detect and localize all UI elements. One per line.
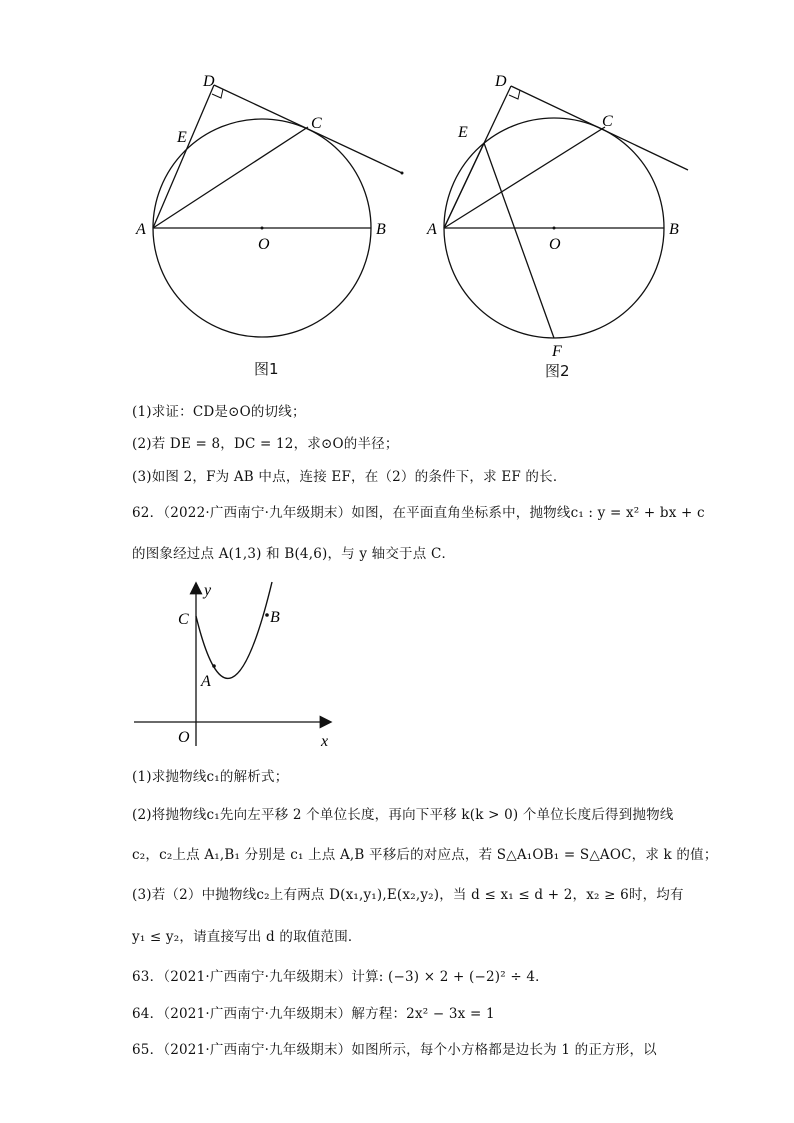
figure-1-caption: 图1 <box>254 360 279 378</box>
p62-q3-line1: (3)若（2）中抛物线c₂上有两点 D(x₁,y₁),E(x₂,y₂)，当 d ≤ x₁ ≤ d + 2，x₂ ≥ 6时，均有 <box>132 887 684 903</box>
label-c: C <box>311 115 322 132</box>
p62-intro-2: 的图象经过点 A(1,3) 和 B(4,6)，与 y 轴交于点 C． <box>132 546 456 562</box>
end-dot <box>401 172 404 175</box>
p64: 64．（2021·广西南宁·九年级期末）解方程：2x² − 3x = 1 <box>132 1006 495 1022</box>
label-d: D <box>203 73 215 90</box>
p61-q1: (1)求证：CD是⊙O的切线； <box>132 404 306 420</box>
tangent-line-dc <box>214 85 402 173</box>
right-angle-mark <box>212 89 223 98</box>
p61-q2: (2)若 DE = 8，DC = 12，求⊙O的半径； <box>132 436 399 452</box>
point-a <box>212 664 216 668</box>
label-y: y <box>204 582 212 599</box>
figure-1-diagram <box>130 60 420 360</box>
label-e: E <box>458 124 468 141</box>
label-b: B <box>376 221 386 238</box>
point-b <box>265 613 269 617</box>
p62-q3-line2: y₁ ≤ y₂，请直接写出 d 的取值范围． <box>132 929 362 945</box>
label-o: O <box>178 729 190 746</box>
right-angle-mark <box>509 90 520 99</box>
label-b: B <box>270 609 280 626</box>
center-dot <box>261 227 264 230</box>
label-o: O <box>549 236 561 253</box>
p65: 65．（2021·广西南宁·九年级期末）如图所示，每个小方格都是边长为 1 的正方形，以 <box>132 1042 657 1058</box>
label-c: C <box>178 611 189 628</box>
label-a: A <box>427 221 437 238</box>
label-f: F <box>552 343 562 360</box>
center-dot <box>553 227 556 230</box>
label-c: C <box>602 113 613 130</box>
label-d: D <box>495 73 507 90</box>
p61-q3: (3)如图 2，F为 AB 中点，连接 EF，在（2）的条件下，求 EF 的长． <box>132 469 567 485</box>
figure-2-diagram <box>420 60 700 360</box>
label-o: O <box>258 236 270 253</box>
p62-q2-line1: (2)将抛物线c₁先向左平移 2 个单位长度，再向下平移 k(k > 0) 个单位长度后得到抛物线 <box>132 807 674 823</box>
parabola-graph <box>130 578 340 748</box>
p62-intro: 62．（2022·广西南宁·九年级期末）如图，在平面直角坐标系中，抛物线c₁ : y = x² + bx + c <box>132 505 705 521</box>
label-a: A <box>201 673 211 690</box>
p62-q1: (1)求抛物线c₁的解析式； <box>132 769 289 785</box>
p63: 63．（2021·广西南宁·九年级期末）计算: (−3) × 2 + (−2)² ÷ 4． <box>132 969 549 985</box>
segment-ad <box>153 85 214 228</box>
label-a: A <box>136 221 146 238</box>
p62-q2-line2: c₂，c₂上点 A₁,B₁ 分别是 c₁ 上点 A,B 平移后的对应点，若 S△A₁OB₁ = S△AOC，求 k 的值； <box>132 847 718 863</box>
figure-2-caption: 图2 <box>545 362 570 380</box>
tangent-line-dc <box>511 86 688 170</box>
label-e: E <box>177 129 187 146</box>
label-b: B <box>669 221 679 238</box>
label-x: x <box>321 733 329 748</box>
segment-ef <box>484 143 554 338</box>
